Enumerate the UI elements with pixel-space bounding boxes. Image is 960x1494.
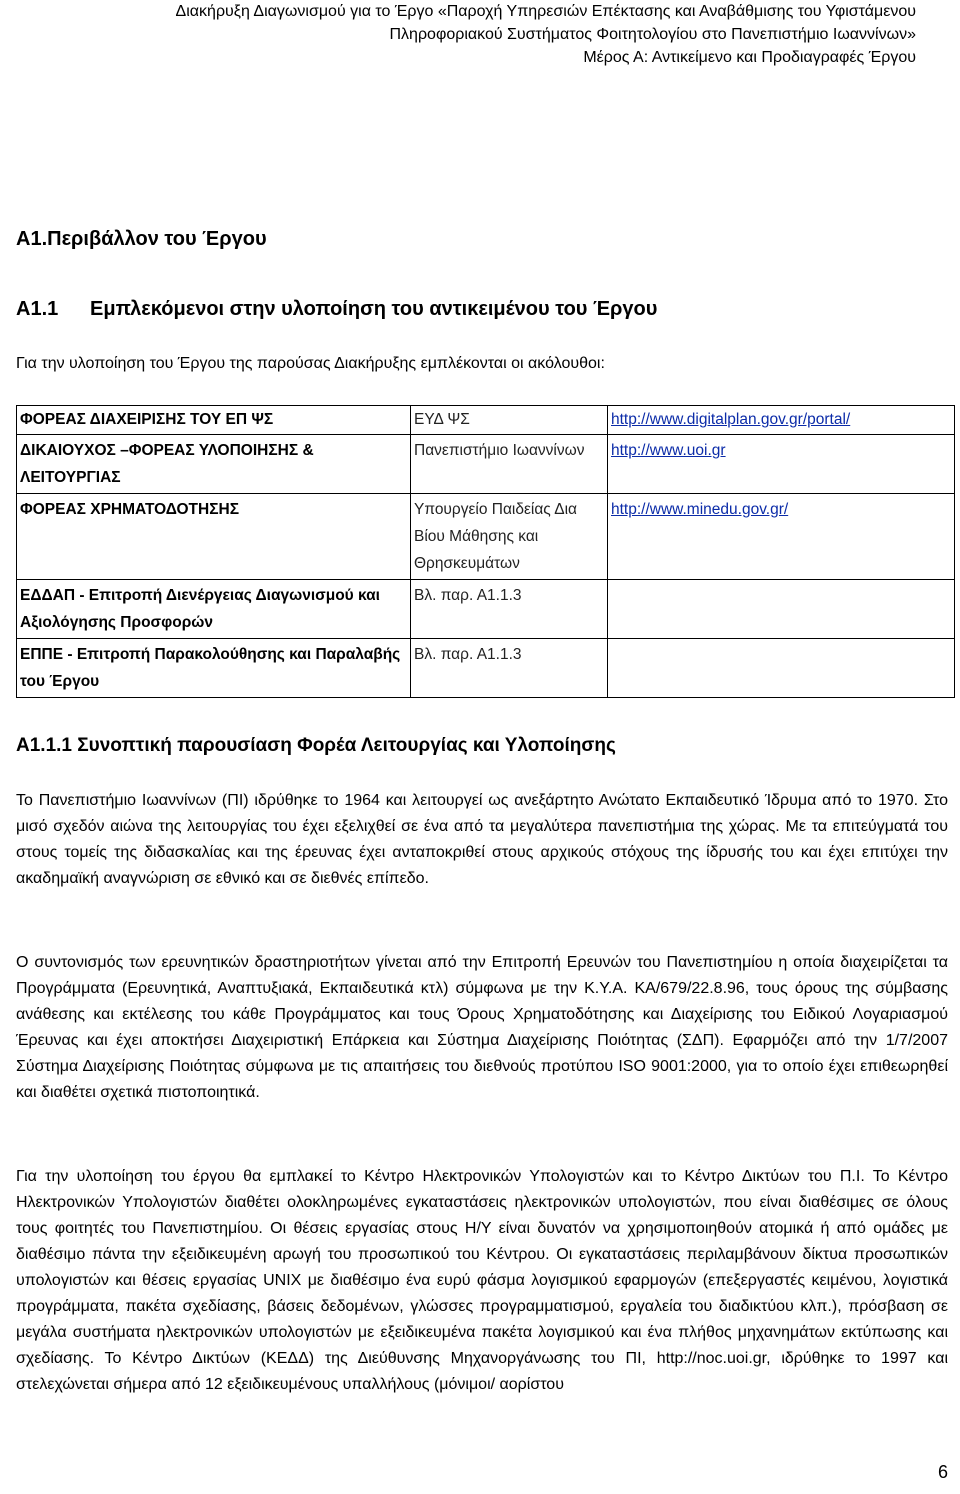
subsection-number: Α1.1 — [16, 298, 59, 320]
url-cell — [608, 639, 955, 698]
url-cell — [608, 406, 955, 435]
stakeholders-table — [16, 405, 955, 698]
role-cell: ΦΟΡΕΑΣ ΧΡΗΜΑΤΟΔΟΤΗΣΗΣ — [17, 494, 411, 580]
paragraph-3: Για την υλοποίηση του έργου θα εμπλακεί το Κέντρο Ηλεκτρονικών Υπολογιστών και το Κέντρο Δικτύων του Π.Ι. Το Κέντρο Ηλεκτρονικών Υπολογιστών διαθέτει ολοκληρωμένες εγκαταστάσεις ηλεκτρονικών υπολογιστών, που είναι διαθέσιμες σε όλους τους φοιτητές του Πανεπιστημίου. Οι θέσεις εργασίας στους Η/Υ είναι δυνατόν να χρησιμοποιηθούν ατομικά ή από ομάδες με διαθέσιμο πάντα την εξειδικευμένη αρωγή του προσωπικού του Κέντρου. Οι εγκαταστάσεις περιλαμβάνουν δίκτυα προσωπικών υπολογιστών και θέσεις εργασίας UNIX με διαθέσιμο ένα ευρύ φάσμα λογισμικού εφαρμογών (επεξεργαστές κειμένου, λογιστικά προγράμματα, πακέτα σχεδίασης, βάσεις δεδομένων, γλώσσες προγραμματισμού, εργαλεία του διαδικτύου κλπ.), πρόσβαση σε μεγάλα συστήματα ηλεκτρονικών υπολογιστών με εξειδικευμένα πακέτα λογισμικού και ένα πλήθος μηχανημάτων εκτύπωσης και σχεδίασης. Το Κέντρο Δικτύων (ΚΕΔΔ) της Διεύθυνσης Μηχανοργάνωσης του ΠΙ, http://noc.uoi.gr, ιδρύθηκε το 1997 και στελεχώνεται σήμερα από 12 εξειδικευμένους υπαλλήλους (μόνιμοι/ αορίστου — [16, 1168, 948, 1393]
minedu-link[interactable]: http://www.minedu.gov.gr/ — [611, 501, 789, 518]
paragraph-2: Ο συντονισμός των ερευνητικών δραστηριοτήτων γίνεται από την Επιτροπή Ερευνών του Πανεπιστημίου η οποία διαχειρίζεται τα Προγράμματα (Ερευνητικά, Αναπτυξιακά, Εκπαιδευτικά κτλ) σύμφωνα με την Κ.Υ.Α. ΚΑ/679/22.8.96, τους όρους της σύμβασης ανάθεσης και εκτέλεσης του κάθε Προγράμματος και τους Όρους Χρηματοδότησης και Διαχείρισης του Ειδικού Λογαριασμού Έρευνας και έχει αποκτήσει Διαχειριστική Επάρκεια και Σύστημα Διαχείρισης Ποιότητας (ΣΔΠ). Εφαρμόζει από την 1/7/2007 Σύστημα Διαχείρισης Ποιότητας σύμφωνα με τις απαιτήσεις του διεθνούς προτύπου ISO 9001:2000, για το οποίο έχει επιθεωρηθεί και διαθέτει σχετικά πιστοποιητικά. — [16, 954, 948, 1101]
intro-text: Για την υλοποίηση του Έργου της παρούσας Διακήρυξης εμπλέκονται οι ακόλουθοι: — [16, 355, 605, 372]
subsubsection-title: Α1.1.1 Συνοπτική παρουσίαση Φορέα Λειτουργίας και Υλοποίησης — [16, 735, 616, 756]
page-number: 6 — [937, 1462, 948, 1482]
entity-cell: Βλ. παρ. Α1.1.3 — [411, 639, 608, 698]
section-title: Α1.Περιβάλλον του Έργου — [16, 228, 267, 250]
role-cell: ΔΙΚΑΙΟΥΧΟΣ –ΦΟΡΕΑΣ ΥΛΟΠΟΙΗΣΗΣ & ΛΕΙΤΟΥΡΓΙΑΣ — [17, 435, 411, 494]
digitalplan-link[interactable]: http://www.digitalplan.gov.gr/portal/ — [611, 411, 851, 428]
role-cell: ΕΔΔΑΠ - Επιτροπή Διενέργειας Διαγωνισμού και Αξιολόγησης Προσφορών — [17, 580, 411, 639]
subsection-title: Εμπλεκόμενοι στην υλοποίηση του αντικειμένου του Έργου — [90, 298, 658, 320]
table-row — [17, 639, 955, 698]
entity-cell: Βλ. παρ. Α1.1.3 — [411, 580, 608, 639]
table-row — [17, 580, 955, 639]
table-row — [17, 435, 955, 494]
url-cell — [608, 435, 955, 494]
page-header — [176, 0, 916, 69]
table-row — [17, 406, 955, 435]
role-cell: ΦΟΡΕΑΣ ΔΙΑΧΕΙΡΙΣΗΣ ΤΟΥ ΕΠ ΨΣ — [17, 406, 411, 435]
entity-cell: Υπουργείο Παιδείας Δια Βίου Μάθησης και Θρησκευμάτων — [411, 494, 608, 580]
url-cell — [608, 494, 955, 580]
paragraph-1: Το Πανεπιστήμιο Ιωαννίνων (ΠΙ) ιδρύθηκε το 1964 και λειτουργεί ως ανεξάρτητο Ανώτατο Εκπαιδευτικό Ίδρυμα από το 1970. Στο μισό σχεδόν αιώνα της λειτουργίας του έχει εξελιχθεί σε ένα από τα μεγαλύτερα πανεπιστήμια της χώρας. Με τα επιτεύγματά του στους τομείς της διδασκαλίας και της έρευνας έχει ανταποκριθεί στους αρχικούς στόχους της ίδρυσής του και έχει επιτύχει την ακαδημαϊκή αναγνώριση σε εθνικό και σε διεθνές επίπεδο. — [16, 792, 948, 887]
uoi-link[interactable]: http://www.uoi.gr — [611, 442, 726, 459]
table-row — [17, 494, 955, 580]
entity-cell: Πανεπιστήμιο Ιωαννίνων — [411, 435, 608, 494]
role-cell: ΕΠΠΕ - Επιτροπή Παρακολούθησης και Παραλαβής του Έργου — [17, 639, 411, 698]
header-line-2: Πληροφοριακού Συστήματος Φοιτητολογίου στο Πανεπιστήμιο Ιωαννίνων» — [389, 26, 916, 43]
subsection-heading — [16, 298, 657, 321]
entity-cell: ΕΥΔ ΨΣ — [411, 406, 608, 435]
header-line-3: Μέρος Α: Αντικείμενο και Προδιαγραφές Έργου — [583, 49, 916, 66]
header-line-1: Διακήρυξη Διαγωνισμού για το Έργο «Παροχή Υπηρεσιών Επέκτασης και Αναβάθμισης του Υφιστάμενου — [175, 3, 916, 20]
url-cell — [608, 580, 955, 639]
